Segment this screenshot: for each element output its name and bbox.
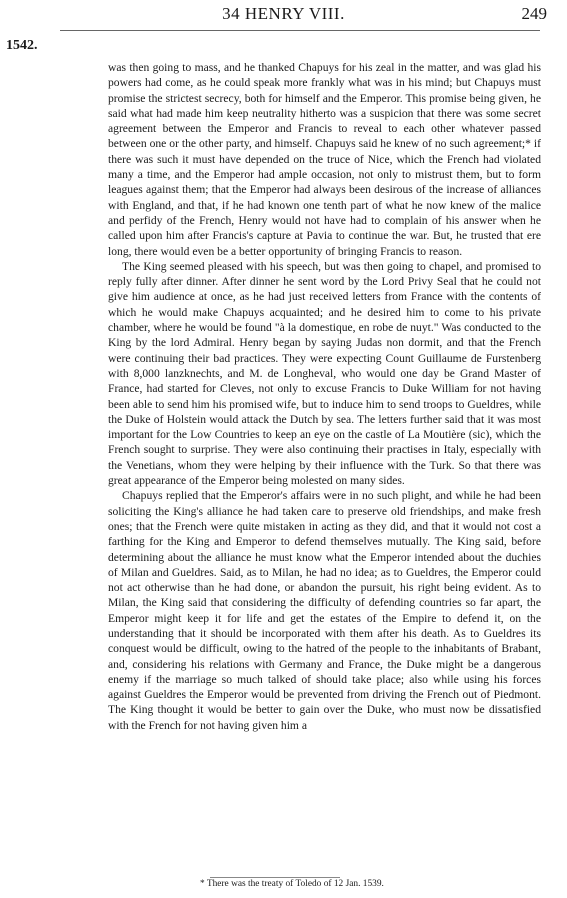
paragraph-3: Chapuys replied that the Emperor's affairs were in no such plight, and while he had been soliciting the King's alliance he had taken care to preserve old friendships, and make fresh ones; that the French were quite mistaken in acting as they did, and that it would not cost a farthing for the King and Emperor to defend themselves mutually. The King said, before determining about the alliance he must know what the Emperor intended about the duchies of Milan and Gueldres. Said, as to Milan, he had no idea; as to Gueldres, the Emperor could not act otherwise than he had done, or abandon the pursuit, his right being evident. As to Milan, the King said that considering the difficulty of defending countries so far apart, the Emperor might keep it for life and get the estates of the Empire to defend it, on the understanding that it should be incorporated with them after his death. As to Gueldres its conquest would be difficult, owing to the hatred of the people to the inhabitants of Brabant, and, considering his relations with Germany and France, the Duke might be a dangerous enemy if the marriage so much talked of should take place; also while using his forces against Gueldres the Emperor would be prevented from driving the French out of Piedmont. The King thought it would be better to gain over the Duke, who must now be dissatisfied with the French for not having given him a — [108, 489, 541, 732]
footnote-rule — [210, 877, 340, 878]
footnote: * There was the treaty of Toledo of 12 Jan. 1539. — [200, 879, 384, 889]
margin-year: 1542. — [6, 38, 38, 53]
header-rule — [60, 30, 540, 31]
running-title: 34 HENRY VIII. — [222, 4, 345, 23]
paragraph-1: was then going to mass, and he thanked Chapuys for his zeal in the matter, and was glad his powers had come, as he could speak more frankly what was in his mind; but Chapuys must promise the strictest secrecy, both for himself and the Emperor. This promise being given, he said what had made him keep neutrality hitherto was a suspicion that there was some secret agreement between the Emperor and Francis to reveal to each other whatever passed between one or the other party, and himself. Chapuys said he knew of no such agreement;* if there was such it must have depended on the truce of Nice, which the French had violated many a time, and the Emperor had ample occasion, not only to mistrust them, but to form leagues against them; that the Emperor had always been desirous of the increase of alliances with England, and that, if he had known one tenth part of what he now knew of the malice and perfidy of the French, Henry would not have had to complain of his answer when he called upon him after Francis's capture at Pavia to continue the war. But, he trusted that ere long, there would even be a better opportunity of bringing Francis to reason. — [108, 61, 541, 258]
page-number: 249 — [521, 4, 547, 23]
paragraph-2: The King seemed pleased with his speech, but was then going to chapel, and promised to reply fully after dinner. After dinner he sent word by the Lord Privy Seal that he could not give him audience at once, as he had just received letters from France with the contents of which he would make Chapuys acquainted; and he desired him to come to his private chamber, where he would be found "à la domestique, en robe de nuyt." Was conducted to the King by the lord Admiral. Henry began by saying Judas non dormit, and that the French were continuing their bad practices. They were expecting Count Guillaume de Furstenberg with 8,000 lanzknechts, and M. de Longheval, who would one day be Grand Master of France, had started for Cleves, not only to excuse Francis to Duke William for not having been able to send him his promised wife, but to induce him to send troops to Gueldres, while the Duke of Holstein would attack the Dutch by sea. The letters further said that it was most important for the Low Countries to keep an eye on the castle of La Moutière (sic), which the French sought to surprise. They were also continuing their practises in Italy, especially with the Venetians, whom they were helping by their influence with the Turk. So that there was great appearance of the Emperor being molested on many sides. — [108, 259, 541, 488]
body-text — [108, 60, 541, 733]
